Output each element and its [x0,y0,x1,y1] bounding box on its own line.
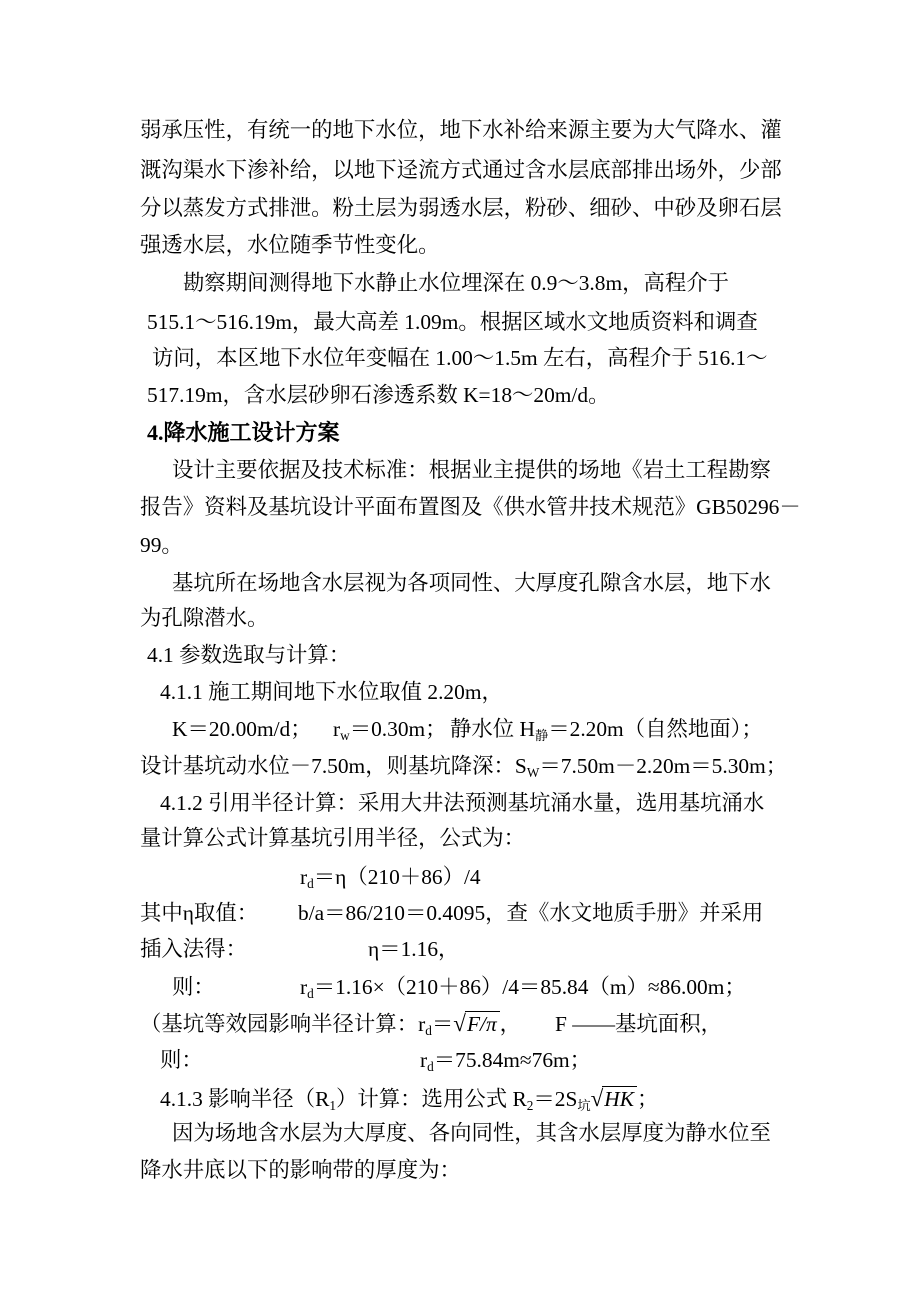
sqrt-sign: √ [453,1010,466,1036]
paragraph-line: 报告》资料及基坑设计平面布置图及《供水管井技术规范》GB50296－ [140,495,801,519]
paragraph-line: 强透水层，水位随季节性变化。 [140,233,440,257]
formula-label: 其中η取值： [140,901,259,925]
formula-group [140,1005,555,1042]
paragraph-line: 为孔隙潜水。 [140,606,269,630]
section-heading: 4.降水施工设计方案 [147,420,340,445]
symbol: r [300,975,308,999]
paragraph-line: 99。 [140,533,183,557]
subscript: d [307,876,314,892]
item-heading: 4.1.1 施工期间地下水位取值 2.20m， [160,680,503,704]
drawdown-line [140,748,787,784]
subscript: w [340,728,350,744]
value: ＝2.20m（自然地面）； [548,717,763,741]
radicand: F/π [465,1011,500,1037]
formula-rhs: ＝1.16×（210＋86）/4＝85.84（m）≈86.00m； [313,975,746,999]
symbol: r [420,1048,428,1072]
subscript: 坑 [577,1098,591,1114]
paragraph-line: 勘察期间测得地下水静止水位埋深在 0.9～3.8m，高程介于 [183,271,730,295]
paragraph-line: 设计主要依据及技术标准：根据业主提供的场地《岩土工程勘察 [172,458,771,482]
symbol: r [300,865,308,889]
subscript: d [425,1023,432,1039]
radicand: HK [602,1086,637,1112]
value: ＝0.30m； [349,717,447,741]
formula-label: （基坑等效园影响半径计算： [140,1012,419,1036]
paragraph-line: 溉沟渠水下渗补给，以地下迳流方式通过含水层底部排出场外，少部 [140,158,782,182]
formula-label: 则： [160,1048,203,1072]
paragraph-line: 量计算公式计算基坑引用半径，公式为： [140,826,526,850]
result-line [172,969,746,1005]
heading-mid: ）计算：选用公式 R [335,1087,527,1111]
result-line [160,1042,591,1078]
value: ＝7.50m－2.20m＝5.30m； [539,754,788,778]
paragraph-line: 降水井底以下的影响带的厚度为： [140,1158,461,1182]
symbol: r [333,717,341,741]
label: 静水位 H [450,717,535,741]
formula [300,969,746,1005]
eta-value: η＝1.16， [368,937,460,961]
subscript: d [307,986,314,1002]
paragraph-line: 基坑所在场地含水层视为各项同性、大厚度孔隙含水层，地下水 [172,571,771,595]
area-definition: F ——基坑面积， [555,1012,722,1036]
sqrt-sign: √ [590,1085,604,1111]
symbol: r [418,1012,426,1036]
interpolation-line [140,931,459,967]
formula-label: 则： [172,975,215,999]
subscript: 静 [534,728,549,744]
subscript: 1 [329,1098,336,1114]
paragraph-line: 弱承压性，有统一的地下水位，地下水补给来源主要为大气降水、灌 [140,118,782,142]
eta-line [140,895,763,931]
punctuation: ； [637,1087,659,1111]
formula-line [300,859,481,895]
subscript: 2 [526,1098,534,1114]
formula-label: 插入法得： [140,937,247,961]
equivalent-radius-line [140,1005,722,1041]
subsection-heading: 4.1 参数选取与计算： [147,643,351,667]
subscript: d [427,1059,434,1075]
item-heading: 4.1.2 引用半径计算：采用大井法预测基坑涌水量，选用基坑涌水 [160,791,765,815]
paragraph-line: 分以蒸发方式排泄。粉土层为弱透水层，粉砂、细砂、中砂及卵石层 [140,196,782,220]
subscript: W [526,765,540,781]
item-heading [160,1080,658,1116]
formula-rhs: ＝75.84m≈76m； [433,1048,592,1072]
permeability-value: K＝20.00m/d； [172,717,312,741]
punctuation: ， [499,1012,522,1036]
paragraph-line: 517.19m，含水层砂卵石渗透系数 K=18～20m/d。 [147,383,610,407]
label: 设计基坑动水位－7.50m，则基坑降深：S [140,754,527,778]
formula-rhs: ＝2S [533,1087,578,1111]
static-water-level [450,711,763,747]
well-radius-value [333,711,450,747]
paragraph-line: 访问，本区地下水位年变幅在 1.00～1.5m 左右，高程介于 516.1～ [152,346,768,370]
paragraph-line: 因为场地含水层为大厚度、各向同性，其含水层厚度为静水位至 [172,1121,771,1145]
equals-sign: ＝ [431,1012,454,1036]
paragraph-line: 515.1～516.19m，最大高差 1.09m。根据区域水文地质资料和调查 [147,310,758,334]
formula-rhs: ＝η（210＋86）/4 [313,865,481,889]
parameter-line [172,711,763,747]
heading-prefix: 4.1.3 影响半径（R [160,1087,330,1111]
formula [420,1042,591,1078]
eta-ratio: b/a＝86/210＝0.4095，查《水文地质手册》并采用 [298,901,764,925]
